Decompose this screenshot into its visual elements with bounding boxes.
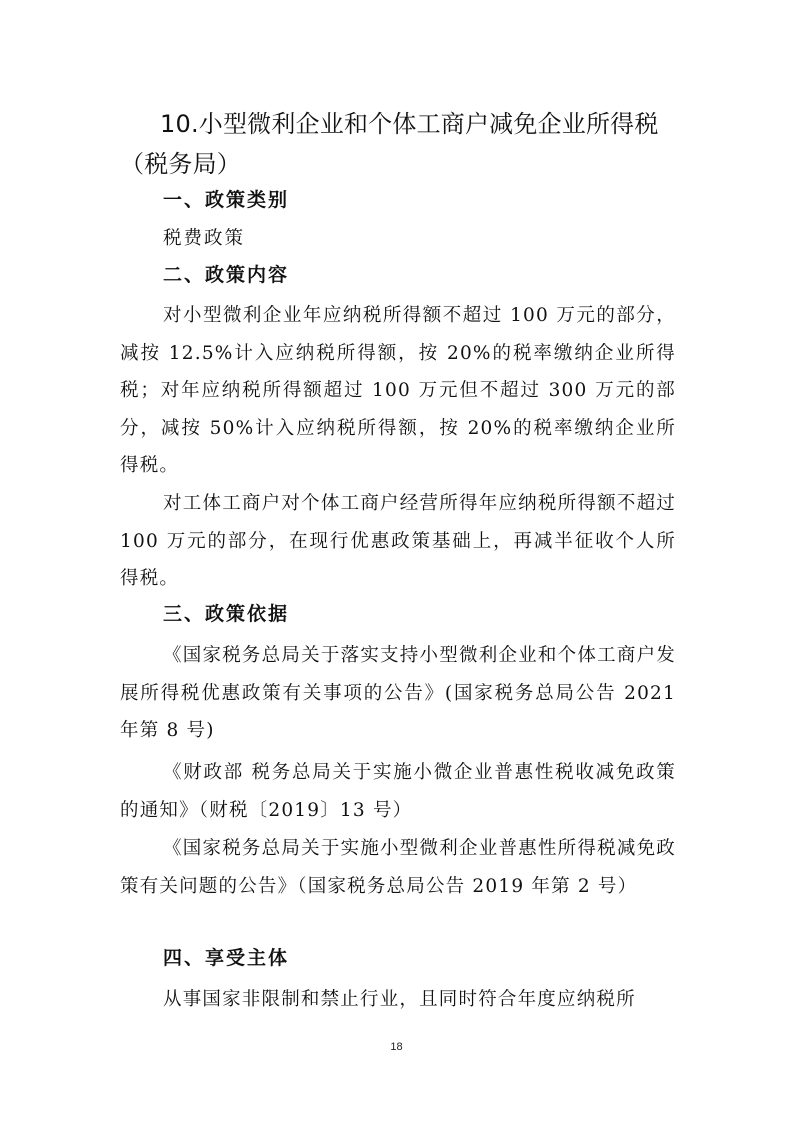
section-heading-policy-basis: 三、政策依据 [163,603,290,625]
section-heading-beneficiary: 四、享受主体 [163,947,290,969]
page-number: 18 [390,1041,403,1053]
policy-basis-reference-3: 《国家税务总局关于实施小型微利企业普惠性所得税减免政策有关问题的公告》（国家税务总局公告 2019 年第 2 号） [120,838,676,897]
policy-basis-reference-1: 《国家税务总局关于落实支持小型微利企业和个体工商户发展所得税优惠政策有关事项的公告》(国家税务总局公告 2021 年第 8 号) [120,645,676,741]
document-title: 10.小型微利企业和个体工商户减免企业所得税（税务局） [120,110,659,178]
policy-basis-reference-2: 《财政部 税务总局关于实施小微企业普惠性税收减免政策的通知》（财税〔2019〕13 号） [120,762,676,821]
policy-content-paragraph-2: 对工体工商户对个体工商户经营所得年应纳税所得额不超过 100 万元的部分，在现行优惠政策基础上，再减半征收个人所得税。 [120,493,676,589]
section-heading-policy-category: 一、政策类别 [163,189,290,211]
beneficiary-paragraph: 从事国家非限制和禁止行业，且同时符合年度应纳税所 [163,989,636,1010]
section-heading-policy-content: 二、政策内容 [163,264,290,286]
policy-category-text: 税费政策 [163,228,246,249]
policy-content-paragraph-1: 对小型微利企业年应纳税所得额不超过 100 万元的部分，减按 12.5%计入应纳税所得额，按 20%的税率缴纳企业所得税；对年应纳税所得额超过 100 万元但不超过 300 万元的部分，减按 50%计入应纳税所得额，按 20%的税率缴纳企业所得税。 [120,305,676,476]
